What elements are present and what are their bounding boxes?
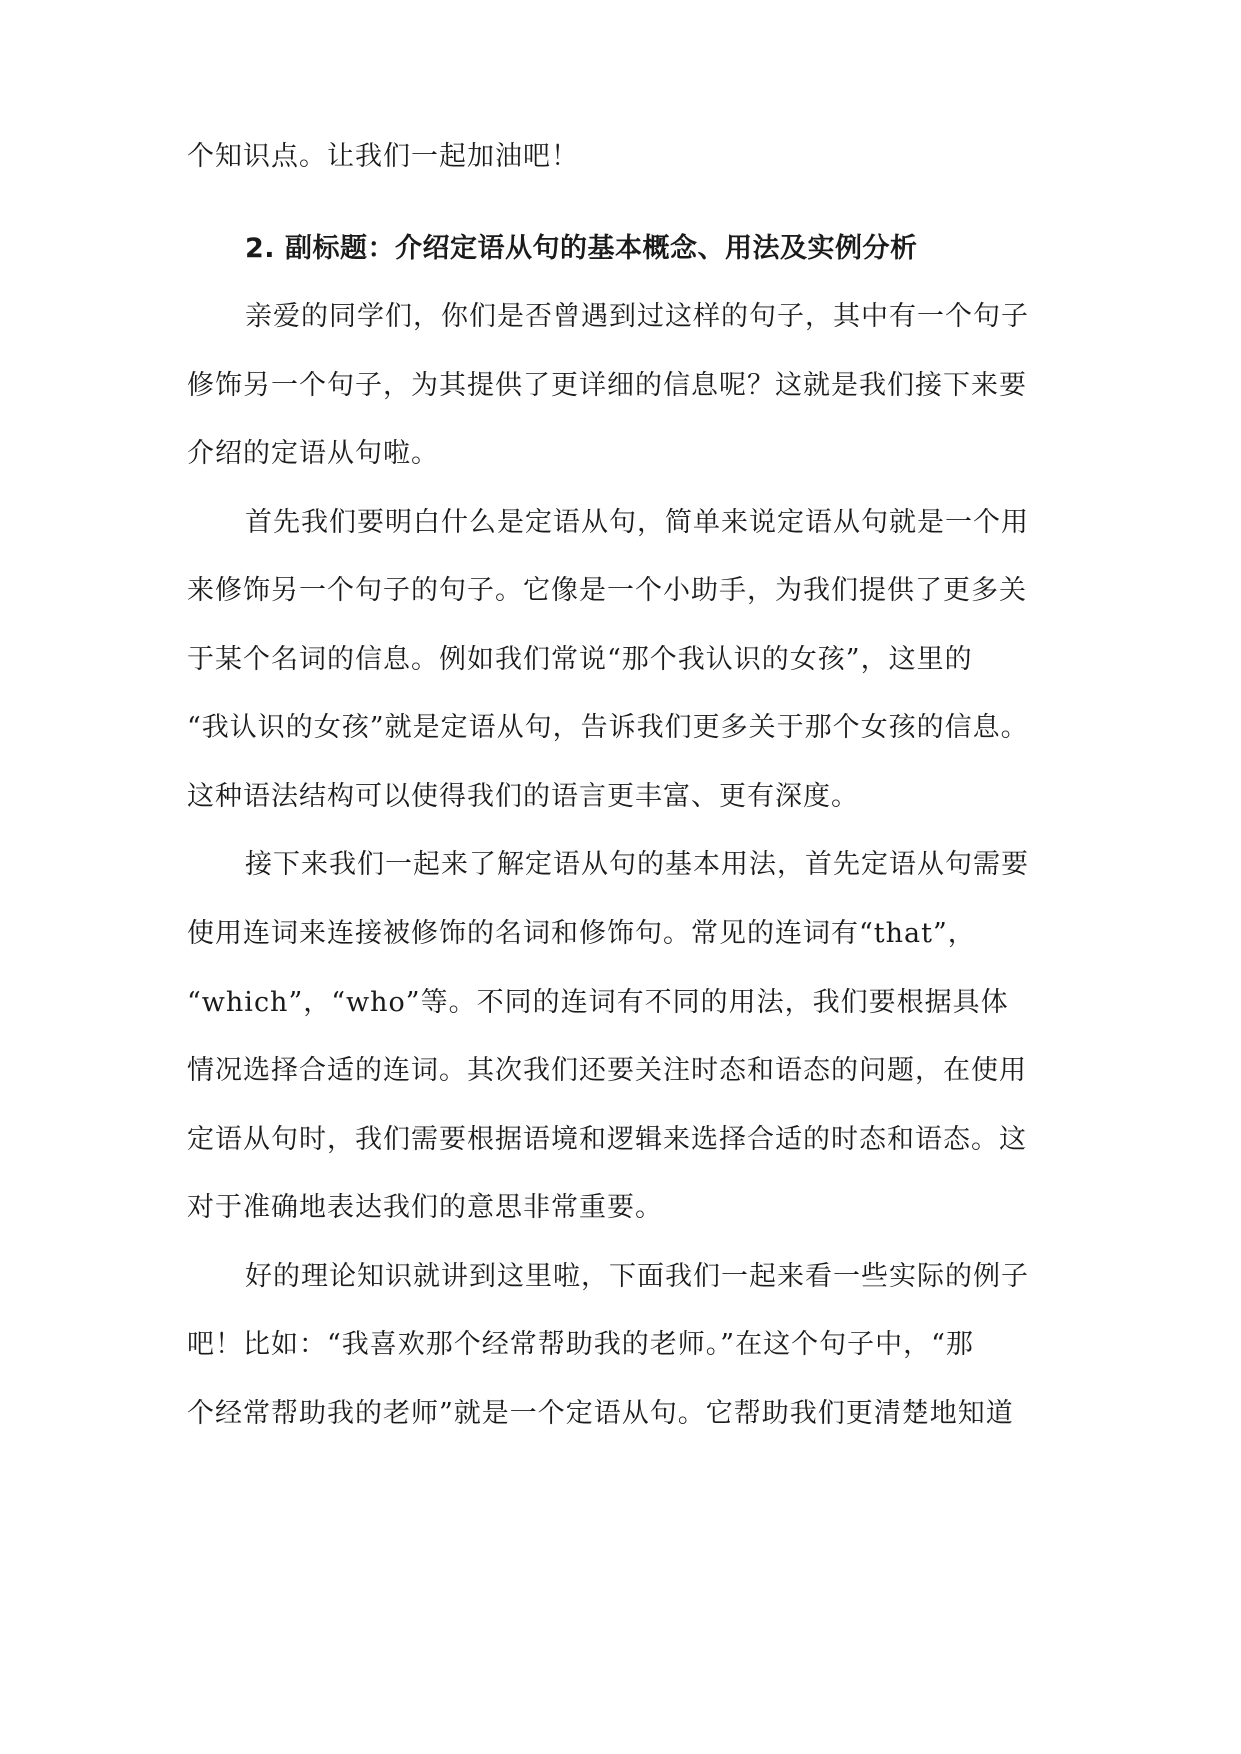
- paragraph-2-line: “我认识的女孩”就是定语从句，告诉我们更多关于那个女孩的信息。: [187, 712, 1029, 743]
- paragraph-4-line: 吧！比如：“我喜欢那个经常帮助我的老师。”在这个句子中，“那: [187, 1329, 974, 1360]
- paragraph-3-line: 使用连词来连接被修饰的名词和修饰句。常见的连词有“that”，: [187, 918, 976, 949]
- paragraph-1-line: 亲爱的同学们，你们是否曾遇到过这样的句子，其中有一个句子: [245, 301, 1029, 332]
- paragraph-2-line: 来修饰另一个句子的句子。它像是一个小助手，为我们提供了更多关: [187, 575, 1027, 606]
- paragraph-3-line: 情况选择合适的连词。其次我们还要关注时态和语态的问题，在使用: [187, 1055, 1027, 1086]
- subtitle-heading: 2. 副标题：介绍定语从句的基本概念、用法及实例分析: [245, 233, 918, 264]
- paragraph-2-line: 首先我们要明白什么是定语从句，简单来说定语从句就是一个用: [245, 507, 1029, 538]
- text-line: 个知识点。让我们一起加油吧！: [187, 141, 579, 172]
- paragraph-3-line: 对于准确地表达我们的意思非常重要。: [187, 1192, 663, 1223]
- paragraph-4-line: 好的理论知识就讲到这里啦，下面我们一起来看一些实际的例子: [245, 1261, 1029, 1292]
- paragraph-3-line: 定语从句时，我们需要根据语境和逻辑来选择合适的时态和语态。这: [187, 1124, 1027, 1155]
- paragraph-1-line: 修饰另一个句子，为其提供了更详细的信息呢？这就是我们接下来要: [187, 370, 1027, 401]
- paragraph-2-line: 这种语法结构可以使得我们的语言更丰富、更有深度。: [187, 781, 859, 812]
- paragraph-4-line: 个经常帮助我的老师”就是一个定语从句。它帮助我们更清楚地知道: [187, 1398, 1014, 1429]
- paragraph-1-line: 介绍的定语从句啦。: [187, 438, 439, 469]
- paragraph-3-line: “which”，“who”等。不同的连词有不同的用法，我们要根据具体: [187, 987, 1009, 1018]
- paragraph-3-line: 接下来我们一起来了解定语从句的基本用法，首先定语从句需要: [245, 849, 1029, 880]
- paragraph-2-line: 于某个名词的信息。例如我们常说“那个我认识的女孩”，这里的: [187, 644, 973, 675]
